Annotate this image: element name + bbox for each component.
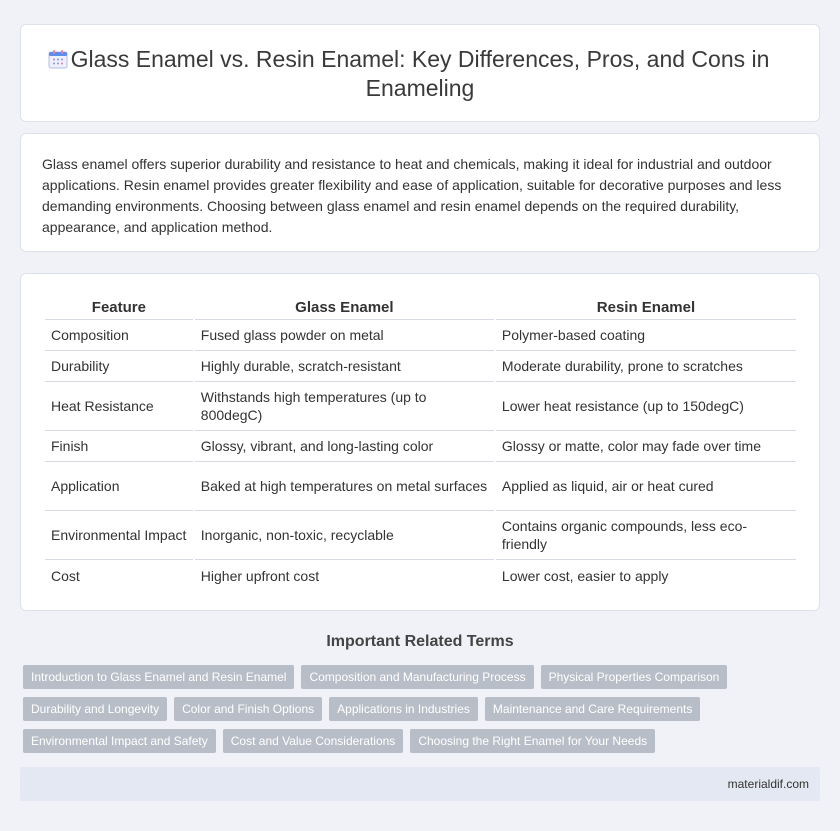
feature-cell: Heat Resistance <box>45 382 193 431</box>
related-term-tag[interactable]: Introduction to Glass Enamel and Resin Enamel <box>23 665 294 689</box>
related-term-tag[interactable]: Cost and Value Considerations <box>223 729 404 753</box>
header-card <box>20 24 820 122</box>
glass-cell: Baked at high temperatures on metal surfaces <box>195 462 494 511</box>
comparison-card <box>20 273 820 611</box>
glass-cell: Inorganic, non-toxic, recyclable <box>195 511 494 560</box>
resin-cell: Contains organic compounds, less eco-friendly <box>496 511 796 560</box>
table-row <box>45 431 796 462</box>
feature-cell: Cost <box>51 567 80 584</box>
table-row <box>45 382 796 431</box>
glass-cell: Higher upfront cost <box>200 567 320 584</box>
feature-cell: Composition <box>45 320 193 351</box>
header-feature: Feature <box>45 296 193 320</box>
comparison-table <box>43 296 798 591</box>
resin-cell: Glossy or matte, color may fade over time <box>496 431 796 462</box>
glass-cell: Glossy, vibrant, and long-lasting color <box>195 431 494 462</box>
related-term-tag[interactable]: Color and Finish Options <box>174 697 322 721</box>
resin-cell: Applied as liquid, air or heat cured <box>496 462 796 511</box>
table-header-row <box>45 296 796 320</box>
glass-cell: Fused glass powder on metal <box>195 320 494 351</box>
resin-cell: Lower heat resistance (up to 150degC) <box>496 382 796 431</box>
resin-cell: Polymer-based coating <box>496 320 796 351</box>
related-term-tag[interactable]: Choosing the Right Enamel for Your Needs <box>410 729 655 753</box>
feature-cell: Durability <box>45 351 193 382</box>
related-term-tag[interactable]: Physical Properties Comparison <box>541 665 728 689</box>
related-term-tag[interactable]: Environmental Impact and Safety <box>23 729 216 753</box>
intro-paragraph: Glass enamel offers superior durability and resistance to heat and chemicals, making it ideal for industrial and outdoor applications. Resin enamel provides greater flexibility and ease of application, suitable for decorative purposes and less demanding environments. Choosing between glass enamel and resin enamel depends on the required durability, appearance, and application method. <box>42 156 782 235</box>
header-glass-enamel: Glass Enamel <box>195 296 494 320</box>
related-term-tag[interactable]: Composition and Manufacturing Process <box>301 665 533 689</box>
related-terms-list <box>23 665 813 753</box>
related-terms-heading: Important Related Terms <box>326 633 514 650</box>
glass-cell: Highly durable, scratch-resistant <box>195 351 494 382</box>
feature-cell: Environmental Impact <box>45 511 193 560</box>
page-title: Glass Enamel vs. Resin Enamel: Key Differences, Pros, and Cons in Enameling <box>70 46 770 101</box>
table-row <box>45 560 796 591</box>
feature-cell: Application <box>45 462 193 511</box>
footer <box>20 767 820 801</box>
intro-card <box>20 133 820 252</box>
table-row <box>45 511 796 560</box>
related-term-tag[interactable]: Durability and Longevity <box>23 697 167 721</box>
related-term-tag[interactable]: Maintenance and Care Requirements <box>485 697 700 721</box>
resin-cell: Moderate durability, prone to scratches <box>496 351 796 382</box>
footer-site-name[interactable]: materialdif.com <box>727 777 809 791</box>
resin-cell: Lower cost, easier to apply <box>501 567 669 584</box>
table-row <box>45 320 796 351</box>
table-row <box>45 462 796 511</box>
glass-cell: Withstands high temperatures (up to 800degC) <box>195 382 494 431</box>
title-wrap <box>21 45 819 103</box>
header-resin-enamel: Resin Enamel <box>496 296 796 320</box>
table-row <box>45 351 796 382</box>
related-term-tag[interactable]: Applications in Industries <box>329 697 478 721</box>
feature-cell: Finish <box>45 431 193 462</box>
